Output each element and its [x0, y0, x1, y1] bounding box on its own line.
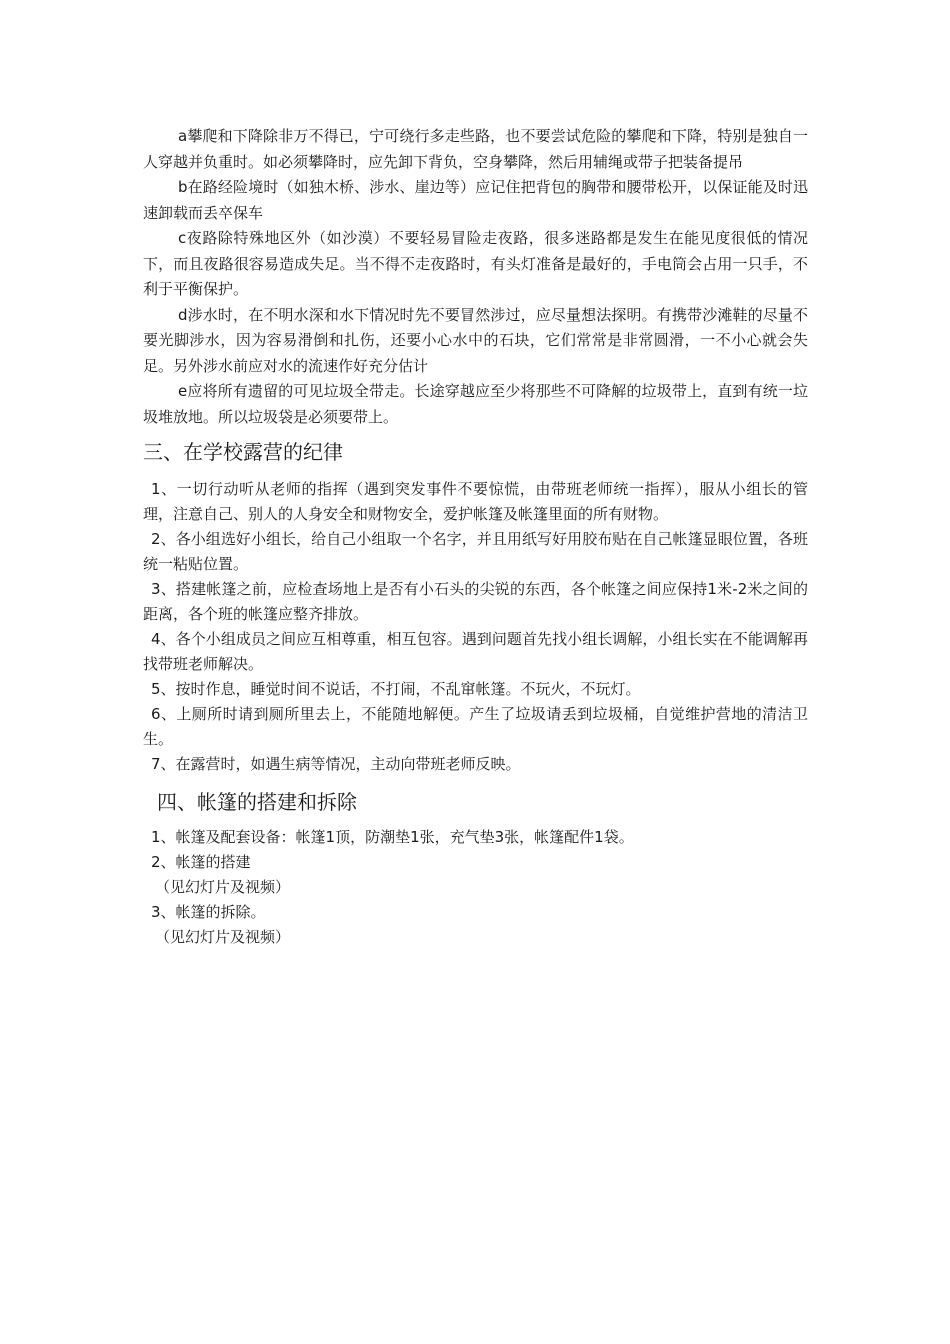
tent-teardown-note: （见幻灯片及视频） [155, 928, 291, 946]
safety-tip-d: d涉水时，在不明水深和水下情况时先不要冒然涉过，应尽量想法探明。有携带沙滩鞋的尽量不要光脚涉水，因为容易滑倒和扎伤，还要小心水中的石块，它们常常是非常圆滑，一不小心就会失足。另外涉水前应对水的流速作好充分估计 [143, 305, 808, 375]
safety-tips [143, 124, 808, 430]
document-page [143, 124, 808, 950]
safety-tip-e: e应将所有遗留的可见垃圾全带走。长途穿越应至少将那些不可降解的垃圾带上，直到有统一垃圾堆放地。所以垃圾袋是必须要带上。 [143, 382, 808, 426]
camping-rules [143, 477, 808, 777]
rule-1: 1、一切行动听从老师的指挥（遇到突发事件不要惊慌，由带班老师统一指挥），服从小组长的管理，注意自己、别人的人身安全和财物安全，爱护帐篷及帐篷里面的所有财物。 [143, 480, 808, 523]
tent-equipment: 1、帐篷及配套设备：帐篷1顶，防潮垫1张，充气垫3张，帐篷配件1袋。 [151, 828, 634, 846]
rule-7: 7、在露营时，如遇生病等情况，主动向带班老师反映。 [151, 755, 521, 773]
safety-tip-b: b在路经险境时（如独木桥、涉水、崖边等）应记住把背包的胸带和腰带松开，以保证能及时迅速卸载而丢卒保车 [143, 178, 808, 222]
tent-teardown: 3、帐篷的拆除。 [151, 903, 266, 921]
rule-4: 4、各个小组成员之间应互相尊重，相互包容。遇到问题首先找小组长调解，小组长实在不能调解再找带班老师解决。 [143, 630, 808, 673]
tent-setup: 2、帐篷的搭建 [151, 853, 251, 871]
safety-tip-a: a攀爬和下降除非万不得已，宁可绕行多走些路，也不要尝试危险的攀爬和下降，特别是独自一人穿越并负重时。如必须攀降时，应先卸下背负，空身攀降，然后用辅绳或带子把装备提吊 [143, 127, 808, 171]
rule-2: 2、各小组选好小组长，给自己小组取一个名字，并且用纸写好用胶布贴在自己帐篷显眼位置，各班统一粘贴位置。 [143, 530, 808, 573]
tent-setup-note: （见幻灯片及视频） [155, 878, 291, 896]
section-3-heading: 三、在学校露营的纪律 [143, 440, 343, 464]
tent-instructions [143, 825, 808, 950]
rule-5: 5、按时作息，睡觉时间不说话，不打闹，不乱窜帐篷。不玩火，不玩灯。 [151, 680, 641, 698]
section-4-heading: 四、帐篷的搭建和拆除 [157, 790, 357, 814]
rule-6: 6、上厕所时请到厕所里去上，不能随地解便。产生了垃圾请丢到垃圾桶，自觉维护营地的清洁卫生。 [143, 705, 808, 748]
rule-3: 3、搭建帐篷之前，应检查场地上是否有小石头的尖锐的东西，各个帐篷之间应保持1米-2米之间的距离，各个班的帐篷应整齐排放。 [143, 580, 808, 623]
safety-tip-c: c夜路除特殊地区外（如沙漠）不要轻易冒险走夜路，很多迷路都是发生在能见度很低的情况下，而且夜路很容易造成失足。当不得不走夜路时，有头灯准备是最好的，手电筒会占用一只手，不利于平衡保护。 [143, 229, 808, 298]
